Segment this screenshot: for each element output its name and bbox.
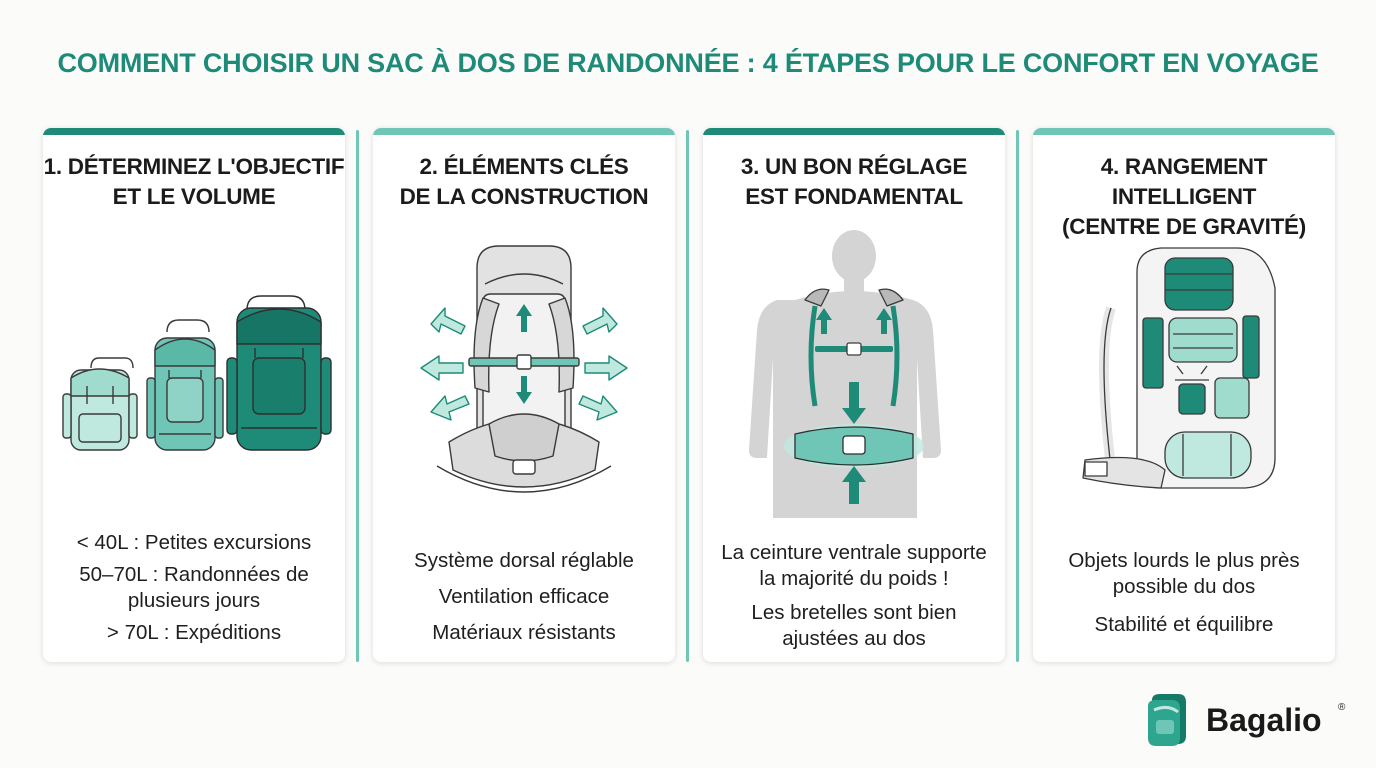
description-line: Stabilité et équilibre: [1094, 613, 1274, 636]
description-line: la majorité du poids !: [759, 567, 949, 590]
step-title: [43, 152, 345, 212]
step-description: [703, 540, 1005, 660]
description-line: possible du dos: [1112, 575, 1256, 598]
backpack-harness-icon: [373, 228, 675, 518]
step-description: [1033, 548, 1335, 646]
step-card-1: [43, 128, 345, 662]
step-card-3: [703, 128, 1005, 662]
bagalio-logo-icon: [1144, 692, 1190, 748]
person-wearing-backpack-icon: [703, 228, 1005, 528]
step-title-line: ET LE VOLUME: [112, 184, 276, 209]
step-title-line: 1. DÉTERMINEZ L'OBJECTIF: [43, 154, 345, 179]
step-title-line: EST FONDAMENTAL: [745, 184, 963, 209]
step-title-line: (CENTRE DE GRAVITÉ): [1062, 214, 1306, 239]
column-divider: [686, 130, 689, 662]
page-title: COMMENT CHOISIR UN SAC À DOS DE RANDONNÉE : 4 ÉTAPES POUR LE CONFORT EN VOYAGE: [57, 48, 1319, 78]
column-divider: [1016, 130, 1019, 662]
description-line: Matériaux résistants: [432, 621, 616, 644]
description-line: plusieurs jours: [127, 589, 261, 612]
step-title: [373, 152, 675, 212]
step-title-line: 3. UN BON RÉGLAGE: [740, 154, 968, 179]
description-line: Les bretelles sont bien: [751, 601, 957, 624]
step-card-4: [1033, 128, 1335, 662]
description-line: < 40L : Petites excursions: [76, 531, 312, 554]
three-backpacks-icon: [43, 228, 345, 468]
description-line: Objets lourds le plus près: [1068, 549, 1300, 572]
card-accent-bar: [1033, 128, 1335, 135]
description-line: La ceinture ventrale supporte: [721, 541, 987, 564]
packed-backpack-icon: [1033, 228, 1335, 508]
description-line: ajustées au dos: [782, 627, 926, 650]
description-line: 50–70L : Randonnées de: [79, 563, 309, 586]
card-accent-bar: [43, 128, 345, 135]
card-accent-bar: [373, 128, 675, 135]
description-line: Ventilation efficace: [438, 585, 610, 608]
registered-mark: ®: [1338, 702, 1346, 713]
step-title-line: 2. ÉLÉMENTS CLÉS: [419, 154, 629, 179]
card-accent-bar: [703, 128, 1005, 135]
description-line: > 70L : Expéditions: [106, 621, 282, 644]
step-description: [373, 548, 675, 654]
step-title-line: 4. RANGEMENT INTELLIGENT: [1100, 154, 1268, 209]
step-description: [43, 530, 345, 654]
step-title: [703, 152, 1005, 212]
brand-logo: [1144, 692, 1364, 748]
column-divider: [356, 130, 359, 662]
brand-name: Bagalio: [1206, 702, 1322, 738]
step-title-line: DE LA CONSTRUCTION: [399, 184, 649, 209]
description-line: Système dorsal réglable: [414, 549, 634, 572]
step-card-2: [373, 128, 675, 662]
